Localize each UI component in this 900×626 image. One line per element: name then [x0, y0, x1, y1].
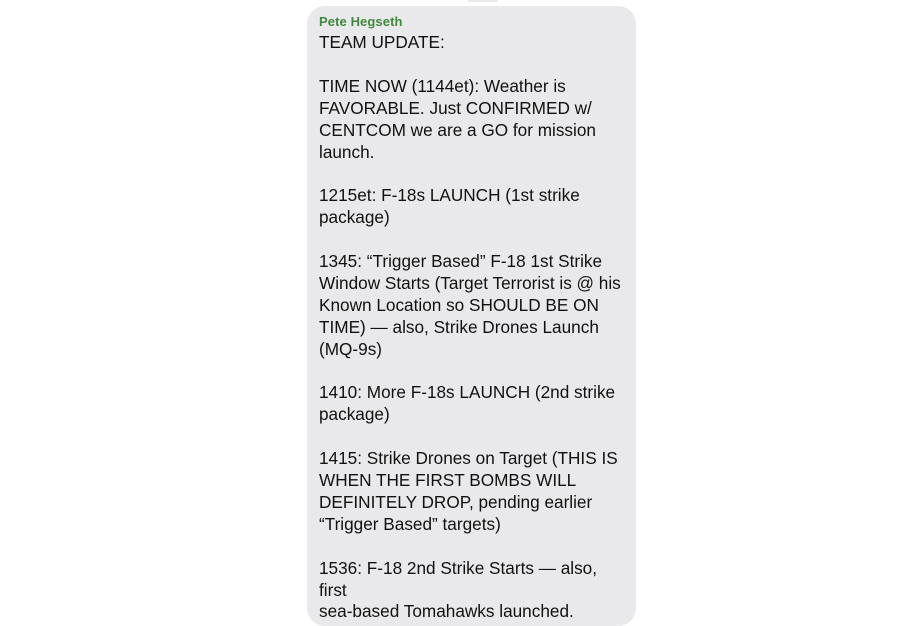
message-paragraph: 1410: More F-18s LAUNCH (2nd strike package)	[319, 382, 616, 425]
message-bubble[interactable]	[307, 6, 636, 626]
previous-message-bubble-edge	[468, 0, 498, 2]
message-body	[319, 32, 626, 623]
message-paragraph: 1345: “Trigger Based” F-18 1st Strike Window Starts (Target Terrorist is @ his Known Location so SHOULD BE ON TIME) — also, Strike Drones Launch (MQ-9s)	[319, 251, 621, 359]
message-paragraph: 1215et: F-18s LAUNCH (1st strike package)	[319, 185, 580, 228]
message-paragraph: TIME NOW (1144et): Weather is FAVORABLE. Just CONFIRMED w/ CENTCOM we are a GO for mission launch.	[319, 75, 596, 162]
message-paragraph: 1536: F-18 2nd Strike Starts — also, first sea-based Tomahawks launched.	[319, 557, 597, 622]
message-paragraph: 1415: Strike Drones on Target (THIS IS WHEN THE FIRST BOMBS WILL DEFINITELY DROP, pending earlier “Trigger Based” targets)	[319, 448, 618, 534]
message-paragraph: TEAM UPDATE:	[319, 32, 445, 52]
sender-name: Pete Hegseth	[319, 14, 403, 29]
